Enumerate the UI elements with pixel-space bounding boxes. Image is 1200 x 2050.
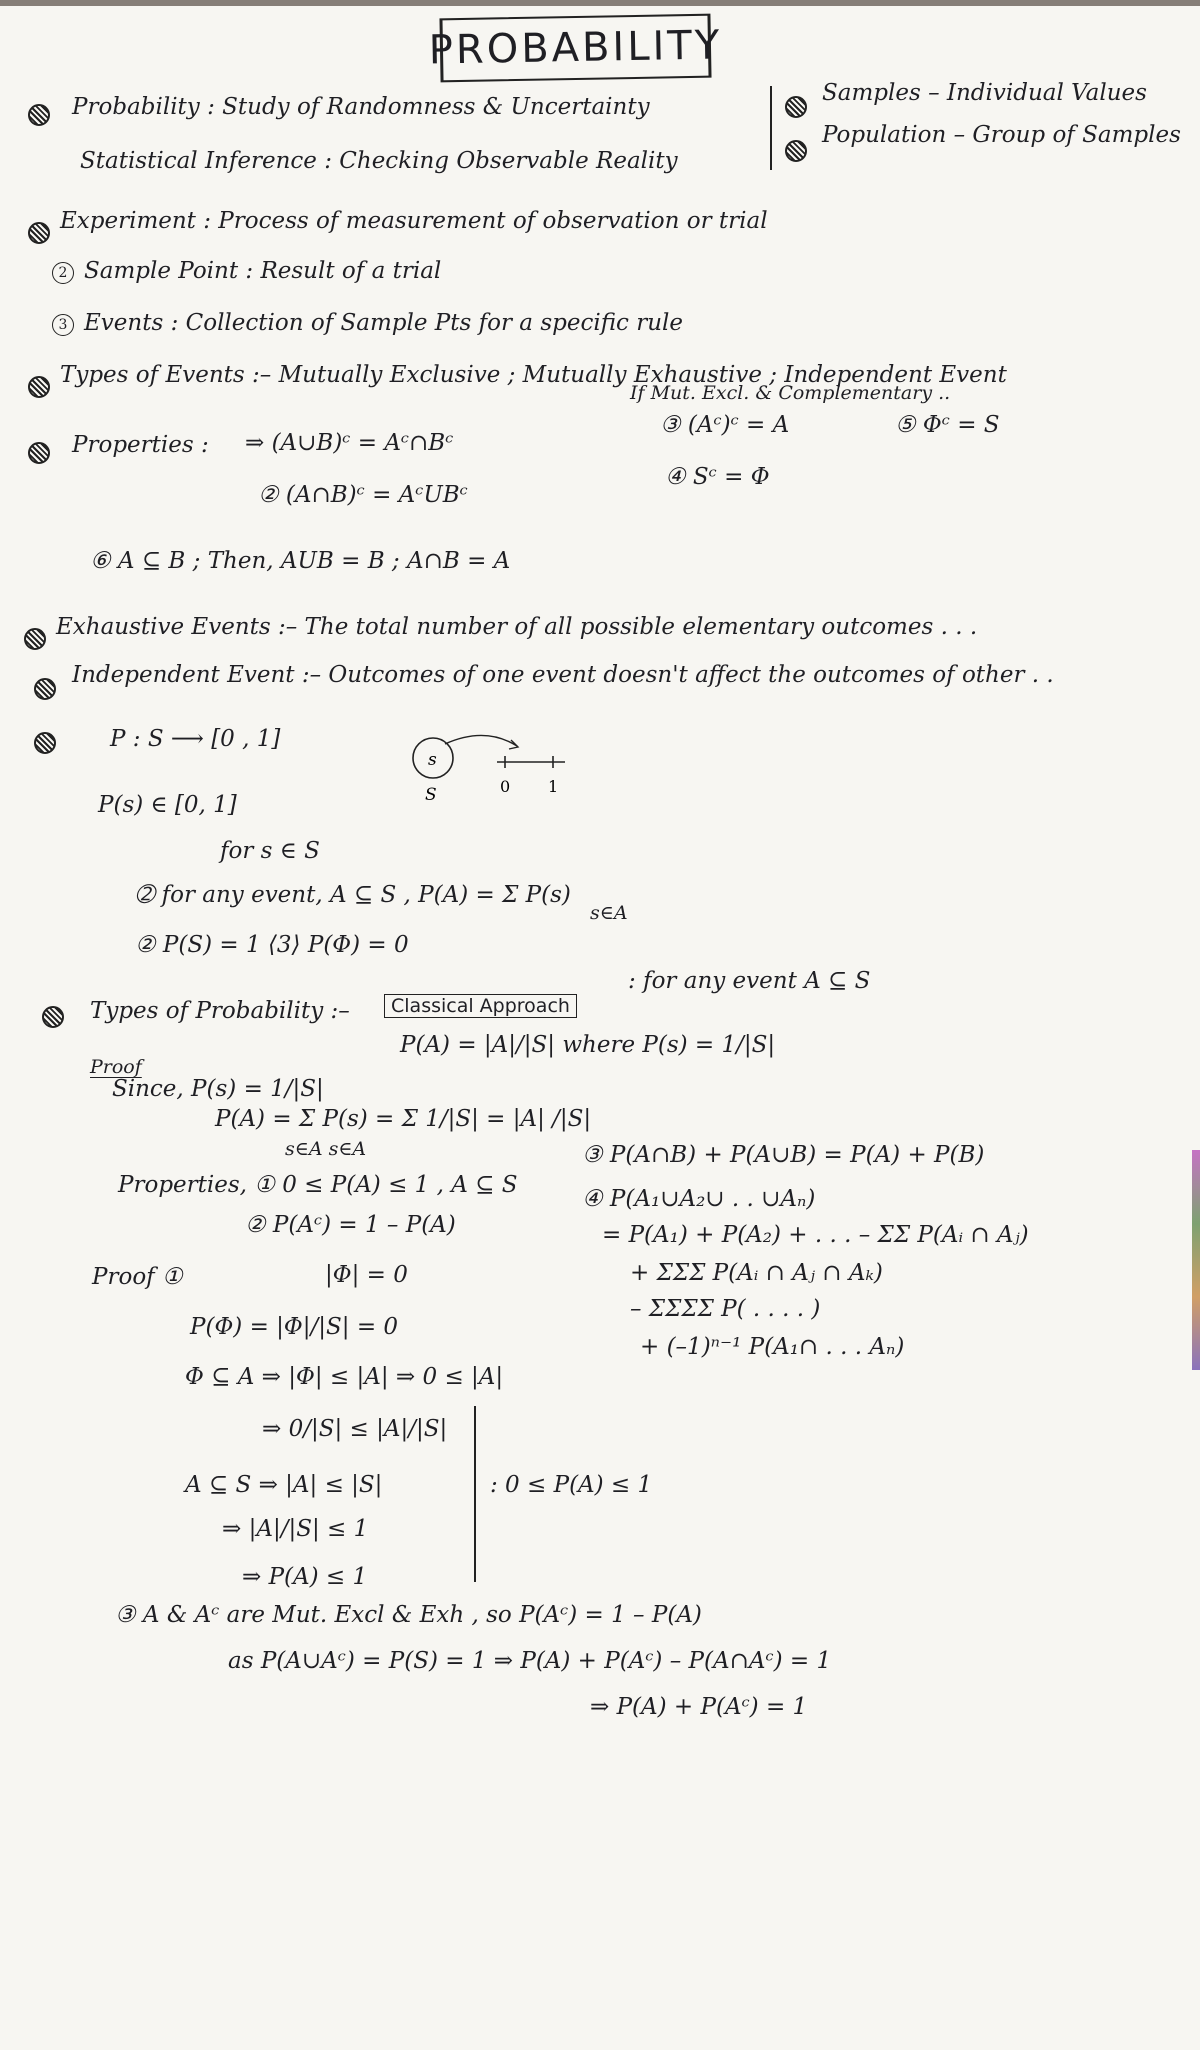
any-event-sum: ➁ for any event, A ⊆ S , P(A) = Σ P(s) xyxy=(135,882,571,908)
proof-bracket xyxy=(474,1406,476,1582)
page-right-edge xyxy=(1192,1150,1200,1370)
p-of-S-and-phi: ② P(S) = 1 ⟨3⟩ P(Φ) = 0 xyxy=(135,932,409,958)
sum-index-line: s∈A s∈A xyxy=(285,1138,367,1160)
bullet-icon xyxy=(42,1006,64,1028)
bullet-icon xyxy=(28,376,50,398)
prob-property-4b: + ΣΣΣ P(Aᵢ ∩ Aⱼ ∩ Aₖ) xyxy=(630,1260,883,1286)
bullet-icon xyxy=(24,628,46,650)
proof-3-line-1: ③ A & Aᶜ are Mut. Excl & Exh , so P(Aᶜ) = 1 – P(A) xyxy=(115,1602,702,1628)
property-4: ④ Sᶜ = Φ xyxy=(665,464,770,490)
bullet-icon xyxy=(785,140,807,162)
mapping-diagram xyxy=(405,728,595,808)
proof-1-line-7: ⇒ P(A) ≤ 1 xyxy=(242,1564,368,1590)
types-of-probability-label: Types of Probability :– xyxy=(90,998,350,1024)
probability-map: P : S ⟶ [0 , 1] xyxy=(110,726,281,752)
proof-1-line-3: Φ ⊆ A ⇒ |Φ| ≤ |A| ⇒ 0 ≤ |A| xyxy=(185,1364,504,1390)
sum-index: s∈A xyxy=(590,902,628,924)
diagram-S-label: S xyxy=(425,785,437,805)
property-6: ⑥ A ⊆ B ; Then, AUB = B ; A∩B = A xyxy=(90,548,511,574)
prob-property-4: ④ P(A₁∪A₂∪ . . ∪Aₙ) xyxy=(582,1186,816,1212)
types-of-events-note: If Mut. Excl. & Complementary .. xyxy=(630,382,951,404)
property-5: ⑤ Φᶜ = S xyxy=(895,412,1000,438)
bullet-icon xyxy=(34,678,56,700)
events-definition: Events : Collection of Sample Pts for a specific rule xyxy=(84,310,683,336)
for-any-event: : for any event A ⊆ S xyxy=(628,968,871,994)
sum-line: P(A) = Σ P(s) = Σ 1/|S| = |A| /|S| xyxy=(215,1106,592,1132)
proof-1-line-2: P(Φ) = |Φ|/|S| = 0 xyxy=(190,1314,399,1340)
population-definition: Population – Group of Samples xyxy=(822,122,1181,148)
prob-property-4a: = P(A₁) + P(A₂) + . . . – ΣΣ P(Aᵢ ∩ Aⱼ) xyxy=(602,1222,1029,1248)
prob-property-1: Properties, ① 0 ≤ P(A) ≤ 1 , A ⊆ S xyxy=(118,1172,518,1198)
proof-1-line-4: ⇒ 0/|S| ≤ |A|/|S| xyxy=(262,1416,448,1442)
statistical-inference: Statistical Inference : Checking Observable Reality xyxy=(80,148,678,174)
experiment-definition: Experiment : Process of measurement of observation or trial xyxy=(60,208,768,234)
property-3: ③ (Aᶜ)ᶜ = A xyxy=(660,412,790,438)
page-top-edge xyxy=(0,0,1200,6)
proof-3-line-2: as P(A∪Aᶜ) = P(S) = 1 ⇒ P(A) + P(Aᶜ) – P(A∩Aᶜ) = 1 xyxy=(228,1648,832,1674)
sample-point-definition: Sample Point : Result of a trial xyxy=(84,258,442,284)
classical-formula: P(A) = |A|/|S| where P(s) = 1/|S| xyxy=(400,1032,776,1058)
property-1: ⇒ (A∪B)ᶜ = Aᶜ∩Bᶜ xyxy=(245,430,454,456)
proof-1-line-1: |Φ| = 0 xyxy=(325,1262,408,1288)
bullet-icon xyxy=(28,222,50,244)
bullet-icon xyxy=(28,442,50,464)
diagram-zero-label: 0 xyxy=(500,777,511,796)
number-3-icon: 3 xyxy=(52,314,74,336)
properties-label: Properties : xyxy=(72,432,209,458)
divider xyxy=(770,86,772,170)
bullet-icon xyxy=(34,732,56,754)
proof-1-conclusion: : 0 ≤ P(A) ≤ 1 xyxy=(490,1472,653,1498)
proof-1-line-6: ⇒ |A|/|S| ≤ 1 xyxy=(222,1516,369,1542)
proof-1-label: Proof ① xyxy=(92,1264,183,1290)
since-line: Since, P(s) = 1/|S| xyxy=(112,1076,324,1102)
samples-definition: Samples – Individual Values xyxy=(822,80,1147,106)
bullet-icon xyxy=(785,96,807,118)
probability-definition: Probability : Study of Randomness & Uncertainty xyxy=(72,94,650,120)
property-2: ② (A∩B)ᶜ = AᶜUBᶜ xyxy=(258,482,468,508)
independent-event: Independent Event :– Outcomes of one event doesn't affect the outcomes of other . . xyxy=(72,662,1054,688)
probability-range: P(s) ∈ [0, 1] xyxy=(98,792,237,818)
for-s-in-S: for s ∈ S xyxy=(220,838,320,864)
exhaustive-events: Exhaustive Events :– The total number of all possible elementary outcomes . . . xyxy=(56,614,978,640)
proof-3-line-3: ⇒ P(A) + P(Aᶜ) = 1 xyxy=(590,1694,808,1720)
types-of-events: Types of Events :– Mutually Exclusive ; Mutually Exhaustive ; Independent Event xyxy=(60,362,1007,388)
page-title: PROBABILITY xyxy=(439,14,711,83)
prob-property-3: ③ P(A∩B) + P(A∪B) = P(A) + P(B) xyxy=(582,1142,985,1168)
prob-property-4c: – ΣΣΣΣ P( . . . . ) xyxy=(630,1296,821,1322)
prob-property-2: ② P(Aᶜ) = 1 – P(A) xyxy=(245,1212,456,1238)
classical-approach-box: Classical Approach xyxy=(384,994,577,1018)
proof-label: Proof xyxy=(90,1056,142,1078)
bullet-icon xyxy=(28,104,50,126)
number-2-icon: 2 xyxy=(52,262,74,284)
diagram-one-label: 1 xyxy=(548,777,559,796)
prob-property-4d: + (–1)ⁿ⁻¹ P(A₁∩ . . . Aₙ) xyxy=(640,1334,905,1360)
diagram-s-label: s xyxy=(428,750,437,770)
proof-1-line-5: A ⊆ S ⇒ |A| ≤ |S| xyxy=(185,1472,383,1498)
